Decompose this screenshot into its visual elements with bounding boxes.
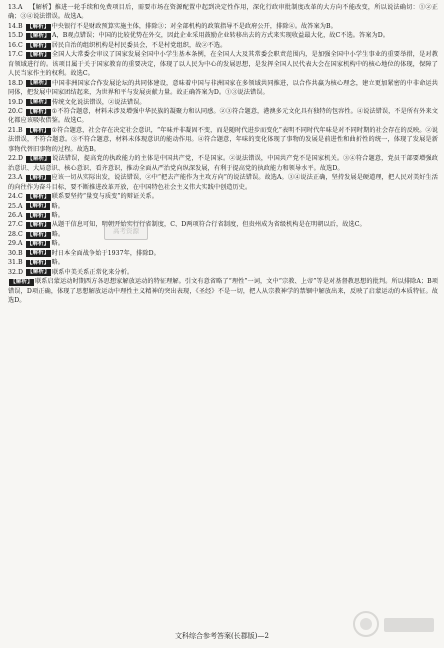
analysis-tag: 【解析】 (26, 212, 50, 219)
answer-entry (8, 41, 438, 50)
answer-label: 21.B (8, 126, 25, 134)
answer-text: 略。 (51, 259, 65, 267)
answer-text: 【解析】推进一轮手续和免费项目后，需要市场在资源配置中起到决定性作用，深化行政审批制度改革的大方向不能改变，所以说法确切：①②正确；③④说法错误。故选A。 (8, 4, 438, 21)
answer-entry (8, 98, 438, 107)
answer-text: 传统文化说法错误，②说法错误。 (51, 98, 146, 106)
analysis-tag: 【解析】 (27, 33, 50, 40)
answer-entry (8, 192, 438, 201)
analysis-tag: 【解析】 (27, 51, 50, 58)
answer-text: 略。 (51, 202, 64, 210)
answer-label: 22.D (8, 155, 26, 163)
answer-entry (8, 173, 438, 192)
answer-label: 27.C (8, 221, 25, 229)
answer-text: A，B观点错误；中国的比较优势在外交，因此企业采用鼓励企业转移出去的方式来实现收益最大化，故C不选。答案为D。 (51, 32, 390, 40)
analysis-tag: 【解析】 (26, 241, 50, 248)
answer-entry (8, 268, 438, 277)
answer-text: 略。 (51, 211, 64, 219)
answer-label: 16.C (8, 41, 25, 49)
analysis-tag: 【解析】 (26, 259, 50, 266)
analysis-tag: 【解析】 (10, 278, 33, 285)
answer-entry (8, 277, 438, 305)
analysis-tag: 【解析】 (26, 250, 50, 257)
answer-label: 18.D (8, 79, 26, 87)
analysis-tag: 【解析】 (26, 231, 50, 238)
answer-entry (8, 79, 438, 98)
answer-label: 25.A (8, 202, 25, 210)
analysis-tag: 【解析】 (27, 269, 50, 276)
answer-text: 略。 (51, 240, 64, 248)
answer-text: 居民自治的组织机构是村民委员会，不是村党组织，故②不选。 (51, 41, 227, 49)
analysis-tag: 【解析】 (27, 99, 50, 106)
answer-text: 时日本全面战争始于1937年，排除D。 (51, 249, 160, 257)
answer-label: 26.A (8, 211, 25, 219)
answer-text: 从题干信息可知，明朝开始实行行省制度，C、D两项符合行省制度，但贵州成为省级机构是在明朝以后，故选C。 (51, 221, 366, 229)
answer-label: 17.C (8, 51, 25, 59)
answer-text: 联系启蒙运动时期西方各思想家解放运动的特征理解。引文有意省略了“理性”一词，文中“宗教、上帝”等是对基督教思想的批判。所以排除A；B项错误，D项正确，体现了思想解放运动中理性主义精神的突出表现，《圣经》不是一切，把人从宗教神学的禁锢中解放出来，反映了启蒙运动的本质特征。故选D。 (8, 278, 438, 305)
answer-label: 30.B (8, 249, 25, 257)
answer-entry (8, 249, 438, 258)
answer-label: 15.D (8, 32, 26, 40)
analysis-tag: 【解析】 (27, 80, 50, 87)
answer-label: 32.D (8, 268, 26, 276)
answer-entry (8, 22, 438, 31)
answer-entry (8, 126, 438, 154)
answer-label: 23.A (8, 174, 25, 182)
answer-entry (8, 230, 438, 239)
answer-label: 31.B (8, 259, 25, 267)
answer-entry (8, 50, 438, 78)
answer-text: 联系中美关系正常化来分析。 (51, 268, 134, 276)
page-footer: 文科综合参考答案(长郡版)—2 (175, 632, 269, 640)
answer-entry (8, 211, 438, 220)
analysis-tag: 【解析】 (26, 203, 50, 210)
analysis-tag: 【解析】 (26, 23, 50, 30)
analysis-tag: 【解析】 (27, 155, 50, 162)
answer-entry (8, 239, 438, 248)
answer-key-body (8, 3, 438, 306)
answer-text: ①不符合题意，材料未涉及增强中华民族的凝聚力和认同感。②③符合题意，港澳多元文化具有独特的包容性。④说法错误，不是所有外来文化都应该吸收借鉴。故选C。 (8, 107, 438, 125)
answer-label: 29.A (8, 240, 25, 248)
answer-text: 全国人大常委会审议了国家发展全国中小学生基本条例，在全国人大及其常委会职责范围内，是加强全国中小学生事业的重要举措，是对教育领域进行的。该项目属于关于国家教育的重要决定，体现了以人民为中心的发展思想，是发挥全国人民代表大会在国家机构中的核心地位的体现，保障了人民当家作主的权利。故选C。 (8, 51, 438, 78)
answer-text: 中央银行不是财政预算实施主体，排除③；对全部机构的政策指导不是政府公开，排除④。故答案为B。 (51, 22, 337, 30)
answer-entry (8, 258, 438, 267)
answer-text: ①符合题意，社会存在决定社会意识，“年味并非凝固不变，而是随时代进步而变化”表明不同时代年味是对不同时期的社会存在的反映。②说法错误，不符合题意。③不符合题意，材料未体现意识的能动作用。④符合题意，年味的变化体现了事物的发展是前进性和曲折性的统一，体现了发展是新事物代替旧事物的过程。故选B。 (8, 126, 438, 153)
answer-text: 说法错误，提高党的执政能力的主体是中国共产党，不是国家。②说法错误，中国共产党不是国家机关。③④符合题意，党员干部要增强政治意识、大局意识、核心意识、看齐意识，推动全面从严治党向纵深发展，有利于提高党的执政能力和领导水平。故选D。 (8, 155, 438, 172)
answer-text: 联系要坚持“量变与质变”的辩证关系。 (51, 193, 158, 201)
analysis-tag: 【解析】 (26, 222, 50, 229)
answer-entry (8, 220, 438, 229)
analysis-tag: 【解析】 (26, 127, 50, 134)
answer-text: 略。 (51, 230, 65, 238)
answer-entry (8, 202, 438, 211)
answer-label: 14.B (8, 22, 25, 30)
watermark-stamp: 高考资源 (104, 222, 148, 240)
answer-label: 20.C (8, 107, 25, 115)
answer-entry (8, 3, 438, 22)
answer-label: 13.A (8, 4, 25, 11)
answer-entry (8, 154, 438, 173)
answer-label: 28.C (8, 230, 25, 238)
answer-entry (8, 107, 438, 126)
analysis-tag: 【解析】 (26, 174, 50, 181)
analysis-tag: 【解析】 (26, 42, 50, 49)
answer-text: 应该一切从实际出发，说法错误，②中“把去产能作为主攻方向”的说法错误。故选A。③④说法正确，坚持发展是硬道理，把人民对美好生活的向往作为奋斗目标，要不断推进改革开放，在中国特色社会主义伟大实践中创造历史。 (8, 174, 438, 191)
analysis-tag: 【解析】 (26, 108, 50, 115)
answer-text: 中国非洲国家合作发展论坛的共同体建设，意味着中国与非洲国家在多领域共同推进，以合作共赢为核心理念，建立更加紧密的中非命运共同体，把发展中国家团结起来，为世界和平与发展贡献力量。故正确答案为D。①③说法错误。 (8, 79, 438, 97)
answer-entry (8, 31, 438, 40)
analysis-tag: 【解析】 (26, 193, 50, 200)
answer-label: 19.D (8, 98, 26, 106)
answer-label: 24.C (8, 193, 25, 201)
